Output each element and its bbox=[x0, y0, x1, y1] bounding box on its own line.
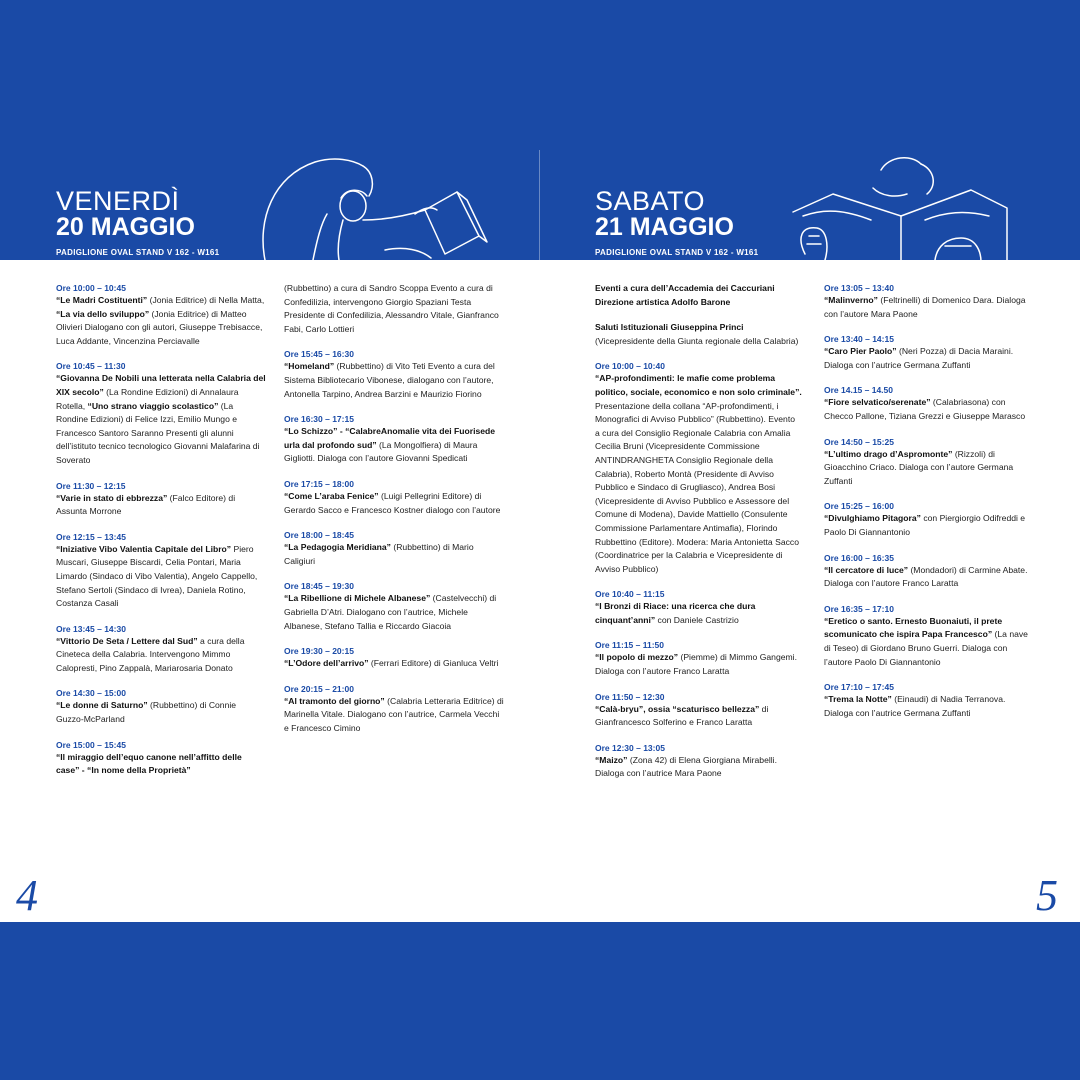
right-schedule-column-2 bbox=[824, 282, 1034, 732]
event-time: Ore 19:30 – 20:15 bbox=[284, 646, 354, 657]
event-item bbox=[284, 580, 506, 633]
event-item bbox=[284, 478, 506, 517]
event-time: Ore 11:30 – 12:15 bbox=[56, 480, 126, 491]
event-time: Ore 15:00 – 15:45 bbox=[56, 739, 126, 750]
event-time: Ore 20:15 – 21:00 bbox=[284, 683, 354, 694]
event-item bbox=[284, 348, 506, 401]
event-description: (Rubbettino) a cura di Sandro Scoppa Evento a cura di Confedilizia, intervengono Giorgio Spaziani Testa Presidente di Confedilizia, Alessandro Vitale, Gianfranco Fabi, Carlo Lottieri bbox=[284, 283, 499, 334]
event-description: “Le Madri Costituenti” (Jonia Editrice) di Nella Matta, “La via dello sviluppo” (Jonia Editrice) di Matteo Olivieri Dialogano con gli autori, Giuseppe Trebisacce, Luca Addante, Vincenzina Perciavalle bbox=[56, 295, 265, 346]
event-time: Ore 10:00 – 10:40 bbox=[595, 361, 665, 372]
event-time: Ore 18:45 – 19:30 bbox=[284, 581, 354, 592]
event-time: Ore 17:15 – 18:00 bbox=[284, 478, 354, 489]
right-stand: PADIGLIONE OVAL STAND V 162 - W161 bbox=[595, 248, 759, 257]
event-time: Ore 16:00 – 16:35 bbox=[824, 552, 894, 563]
event-item bbox=[824, 552, 1034, 591]
event-time: Ore 16:30 – 17:15 bbox=[284, 414, 354, 425]
event-item bbox=[595, 360, 802, 576]
event-item bbox=[824, 500, 1034, 539]
event-description: “Calà-bryu”, ossia “scaturisco bellezza” di Gianfrancesco Solferino e Franco Laratta bbox=[595, 703, 769, 728]
event-description: “Vittorio De Seta / Lettere dal Sud” a cura della Cineteca della Calabria. Intervengono Mimmo Calopresti, Pino Zappalà, Mariarosaria Donato bbox=[56, 635, 245, 673]
event-description: “Homeland” (Rubbettino) di Vito Teti Evento a cura del Sistema Bibliotecario Vibonese, dialogano con l’autore, Antonella Tarpino, Andrea Barzini e Maurizio Fiorino bbox=[284, 361, 495, 399]
event-item bbox=[56, 360, 266, 467]
event-description: “Malinverno” (Feltrinelli) di Domenico Dara. Dialoga con l’autore Mara Paone bbox=[824, 295, 1026, 319]
event-item bbox=[56, 480, 266, 519]
event-item bbox=[595, 691, 802, 730]
event-description: “La Pedagogia Meridiana” (Rubbettino) di Mario Caligiuri bbox=[284, 542, 474, 566]
event-item bbox=[56, 623, 266, 676]
left-schedule-column-2 bbox=[284, 282, 506, 747]
event-description: “Il popolo di mezzo” (Piemme) di Mimmo Gangemi. Dialoga con l’autore Franco Laratta bbox=[595, 652, 797, 677]
event-item bbox=[824, 603, 1034, 669]
event-time: Ore 18:00 – 18:45 bbox=[284, 530, 354, 541]
page-divider bbox=[539, 150, 540, 260]
event-description: “I Bronzi di Riace: una ricerca che dura cinquant’anni” con Daniele Castrizio bbox=[595, 601, 756, 625]
event-time: Ore 11:15 – 11:50 bbox=[595, 640, 665, 651]
right-page-number: 5 bbox=[1036, 871, 1058, 920]
event-time: Ore 10:45 – 11:30 bbox=[56, 361, 126, 372]
event-item bbox=[284, 683, 506, 736]
event-time: Ore 13:40 – 14:15 bbox=[824, 334, 894, 345]
event-description: “Come L’araba Fenice” (Luigi Pellegrini Editore) di Gerardo Sacco e Francesco Kostner dialogo con l’autore bbox=[284, 490, 501, 515]
event-item bbox=[595, 588, 802, 627]
event-time: Ore 13:45 – 14:30 bbox=[56, 623, 126, 634]
hands-holding-book-illustration bbox=[785, 150, 1020, 265]
event-time: Ore 14:30 – 15:00 bbox=[56, 688, 126, 699]
left-date: 20 MAGGIO bbox=[56, 213, 195, 241]
event-item bbox=[824, 282, 1034, 321]
event-description: “Divulghiamo Pitagora” con Piergiorgio Odifreddi e Paolo Di Giannantonio bbox=[824, 513, 1026, 537]
event-item bbox=[284, 529, 506, 568]
left-day-name: VENERDÌ bbox=[56, 186, 180, 216]
event-item bbox=[595, 282, 802, 309]
event-item bbox=[284, 645, 506, 671]
event-time: Ore 14:50 – 15:25 bbox=[824, 436, 894, 447]
event-description: “Maizo” (Zona 42) di Elena Giorgiana Mirabelli. Dialoga con l’autrice Mara Paone bbox=[595, 754, 777, 779]
right-date: 21 MAGGIO bbox=[595, 213, 734, 241]
event-time: Ore 12:15 – 13:45 bbox=[56, 531, 126, 542]
event-description: “Fiore selvatico/serenate” (Calabriasona) con Checco Pallone, Tiziana Grezzi e Giuseppe Marasco bbox=[824, 397, 1026, 421]
right-day-header bbox=[595, 188, 758, 257]
event-description: “L’Odore dell’arrivo” (Ferrari Editore) di Gianluca Veltri bbox=[284, 658, 499, 669]
event-item bbox=[284, 282, 506, 336]
event-time: Ore 15:25 – 16:00 bbox=[824, 501, 894, 512]
event-item bbox=[595, 639, 802, 678]
right-day-name: SABATO bbox=[595, 186, 706, 216]
event-description: “Iniziative Vibo Valentia Capitale del Libro” Piero Muscari, Giuseppe Biscardi, Celia Pontari, Maria Limardo (Sindaco di Vibo Valentia), Angelo Cappello, Stefano Sertoli (Sindaco di Ivrea), Daniela Rotino, Costanza Casali bbox=[56, 543, 258, 609]
event-description: “Eretico o santo. Ernesto Buonaiuti, il prete scomunicato che ispira Papa Francesco” (La nave di Teseo) di Giordano Bruno Guerri. Dialoga con l’autore Paolo Di Giannantonio bbox=[824, 615, 1028, 667]
left-day-header bbox=[56, 188, 219, 257]
event-time: Ore 12:30 – 13:05 bbox=[595, 742, 665, 753]
event-time: Ore 13:05 – 13:40 bbox=[824, 283, 894, 293]
event-time: Ore 11:50 – 12:30 bbox=[595, 691, 665, 702]
mother-child-reading-illustration bbox=[235, 150, 500, 265]
left-stand: PADIGLIONE OVAL STAND V 162 - W161 bbox=[56, 248, 220, 257]
event-time: Ore 10:00 – 10:45 bbox=[56, 283, 126, 293]
event-time: Ore 14.15 – 14.50 bbox=[824, 385, 894, 396]
event-description: “Varie in stato di ebbrezza” (Falco Editore) di Assunta Morrone bbox=[56, 492, 236, 517]
event-time: Ore 16:35 – 17:10 bbox=[824, 603, 894, 614]
event-item bbox=[284, 413, 506, 466]
event-item bbox=[56, 282, 266, 348]
footer-band bbox=[0, 922, 1080, 1080]
event-description: “La Ribellione di Michele Albanese” (Castelvecchi) di Gabriella D’Atri. Dialogano con l’autrice, Michele Albanese, Stefano Tallia e Riccardo Giacoia bbox=[284, 593, 497, 631]
event-description: “AP-profondimenti: le mafie come problema politico, sociale, economico e non solo criminale”. Presentazione della collana “AP-profondimenti, i Monografici di Avviso Pubblico” (Rubbettino). Evento a cura del Consiglio Regionale Calabria con Amalia Cecilia Bruni (Vicepresidente Commissione ANTINDRANGHETA Consiglio Regionale della Calabria), Roberto Montà (Presidente di Avviso Pubblico e Sindaco di Grugliasco), Andrea Bosi (Vicepresidente di Avviso Pubblico e Assessore del Comune di Modena), Davide Mattiello (Consulente Commissione Parlamentare Antimafia), Florindo Rubbettino (Editore). Modera: Maria Antonietta Sacco (Coordinatrice per la Calabria e Vicepresidente di Avviso Pubblico) bbox=[595, 373, 802, 574]
event-description: “Trema la Notte” (Einaudi) di Nadia Terranova. Dialoga con l’autrice Germana Zuffanti bbox=[824, 694, 1006, 718]
event-time: Ore 15:45 – 16:30 bbox=[284, 349, 354, 360]
event-description: Saluti Istituzionali Giuseppina Princi (Vicepresidente della Giunta regionale della Calabria) bbox=[595, 322, 799, 346]
event-time: Ore 17:10 – 17:45 bbox=[824, 682, 894, 693]
event-item bbox=[56, 739, 266, 778]
event-description: “L’ultimo drago d’Aspromonte” (Rizzoli) di Gioacchino Criaco. Dialoga con l’autore Germana Zuffanti bbox=[824, 448, 1014, 486]
right-schedule-column-1 bbox=[595, 282, 802, 793]
event-description: “Il cercatore di luce” (Mondadori) di Carmine Abate. Dialoga con l’autore Franco Laratta bbox=[824, 564, 1028, 589]
event-item bbox=[595, 742, 802, 781]
event-item bbox=[595, 321, 802, 348]
event-description: “Al tramonto del giorno” (Calabria Letteraria Editrice) di Marinella Vitale. Dialogano con l’autrice, Carmela Vecchi e Francesco Cimino bbox=[284, 695, 504, 733]
event-description: “Caro Pier Paolo” (Neri Pozza) di Dacia Maraini. Dialoga con l’autrice Germana Zuffanti bbox=[824, 346, 1014, 370]
event-item bbox=[824, 681, 1034, 720]
event-item bbox=[824, 333, 1034, 372]
event-description: “Lo Schizzo” - “CalabreAnomalie vita dei Fuorisede urla dal profondo sud” (La Mongolfiera) di Maura Gigliotti. Dialoga con l’autore Giovanni Spedicati bbox=[284, 426, 496, 464]
event-item bbox=[824, 436, 1034, 489]
event-item bbox=[56, 687, 266, 726]
left-page-number: 4 bbox=[16, 871, 38, 920]
event-time: Ore 10:40 – 11:15 bbox=[595, 589, 665, 600]
event-description: “Le donne di Saturno” (Rubbettino) di Connie Guzzo-McParland bbox=[56, 700, 237, 725]
event-item bbox=[56, 531, 266, 611]
event-description: “Il miraggio dell’equo canone nell’affitto delle case” - “In nome della Proprietà” bbox=[56, 751, 242, 776]
event-description: Eventi a cura dell’Accademia dei Caccuriani Direzione artistica Adolfo Barone bbox=[595, 283, 775, 307]
event-description: “Giovanna De Nobili una letterata nella Calabria del XIX secolo” (La Rondine Edizioni) di Annalaura Rotella, “Uno strano viaggio scolastico” (La Rondine Edizioni) di Felice Izzi, Emilio Mungo e Francesco Santoro Saranno Presenti gli alunni dell’istituto tecnico tecnologico Giovanni Malafarina di Soverato bbox=[56, 373, 266, 465]
event-item bbox=[824, 384, 1034, 423]
left-schedule-column-1 bbox=[56, 282, 266, 790]
